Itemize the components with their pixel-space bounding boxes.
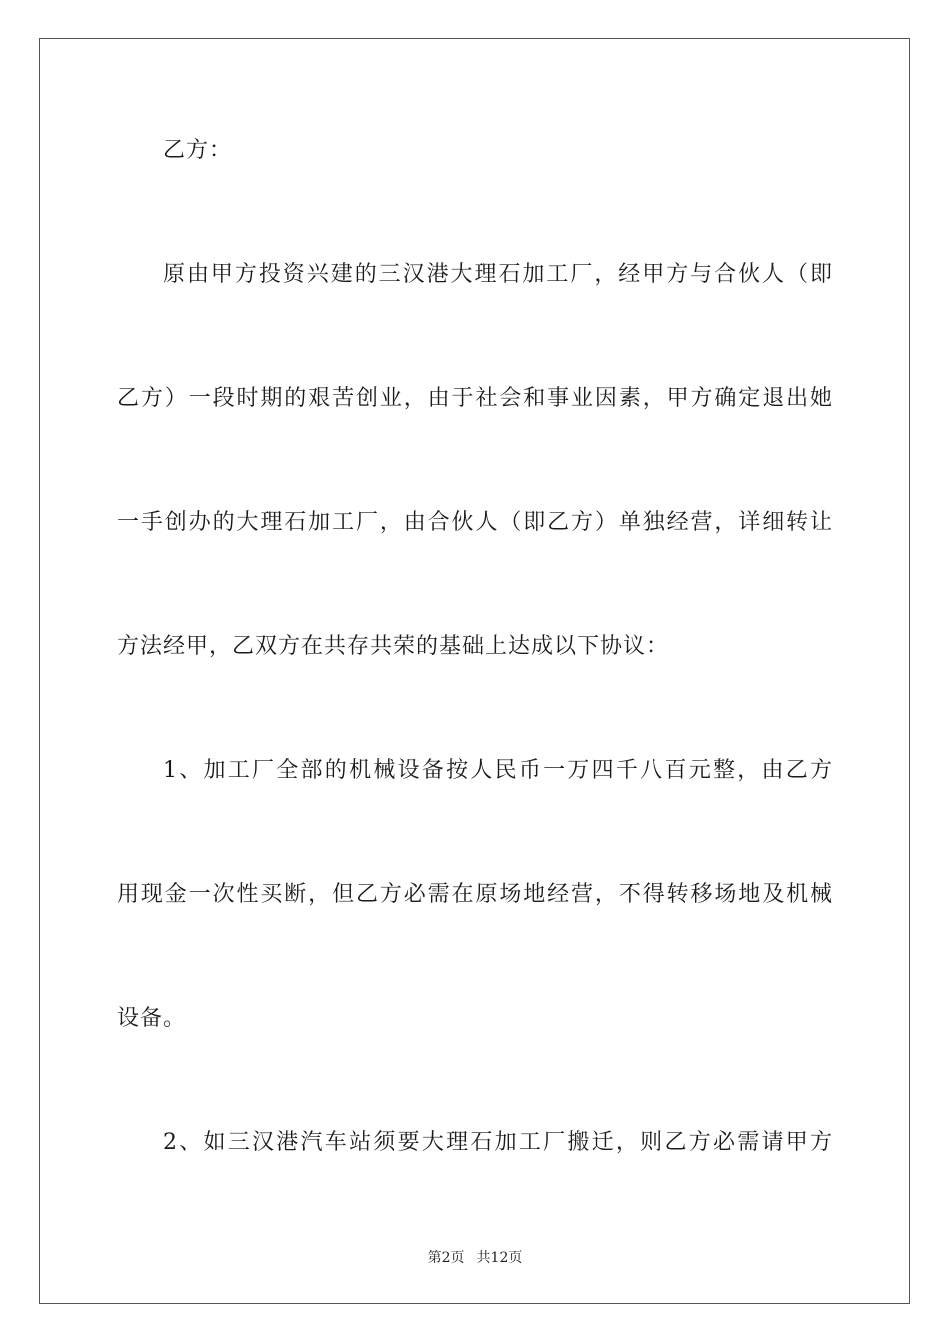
clause-1-line: 用现金一次性买断，但乙方必需在原场地经营，不得转移场地及机械	[117, 882, 833, 907]
clause-1-line: 1、加工厂全部的机械设备按人民币一万四千八百元整，由乙方	[163, 758, 833, 783]
total-pages: 共12页	[476, 1250, 523, 1266]
page-border	[39, 38, 910, 1304]
clause-1-line: 设备。	[117, 1006, 187, 1031]
page-footer	[0, 1248, 950, 1268]
clause-2-line: 2、如三汉港汽车站须要大理石加工厂搬迁，则乙方必需请甲方	[163, 1130, 833, 1155]
paragraph-line: 乙方）一段时期的艰苦创业，由于社会和事业因素，甲方确定退出她	[117, 386, 833, 411]
page-number: 第2页	[427, 1250, 465, 1266]
paragraph-line: 一手创办的大理石加工厂，由合伙人（即乙方）单独经营，详细转让	[117, 510, 833, 535]
paragraph-line: 原由甲方投资兴建的三汉港大理石加工厂，经甲方与合伙人（即	[163, 262, 833, 287]
paragraph-line: 方法经甲，乙双方在共存共荣的基础上达成以下协议：	[117, 634, 670, 659]
party-b-label: 乙方：	[163, 138, 233, 163]
